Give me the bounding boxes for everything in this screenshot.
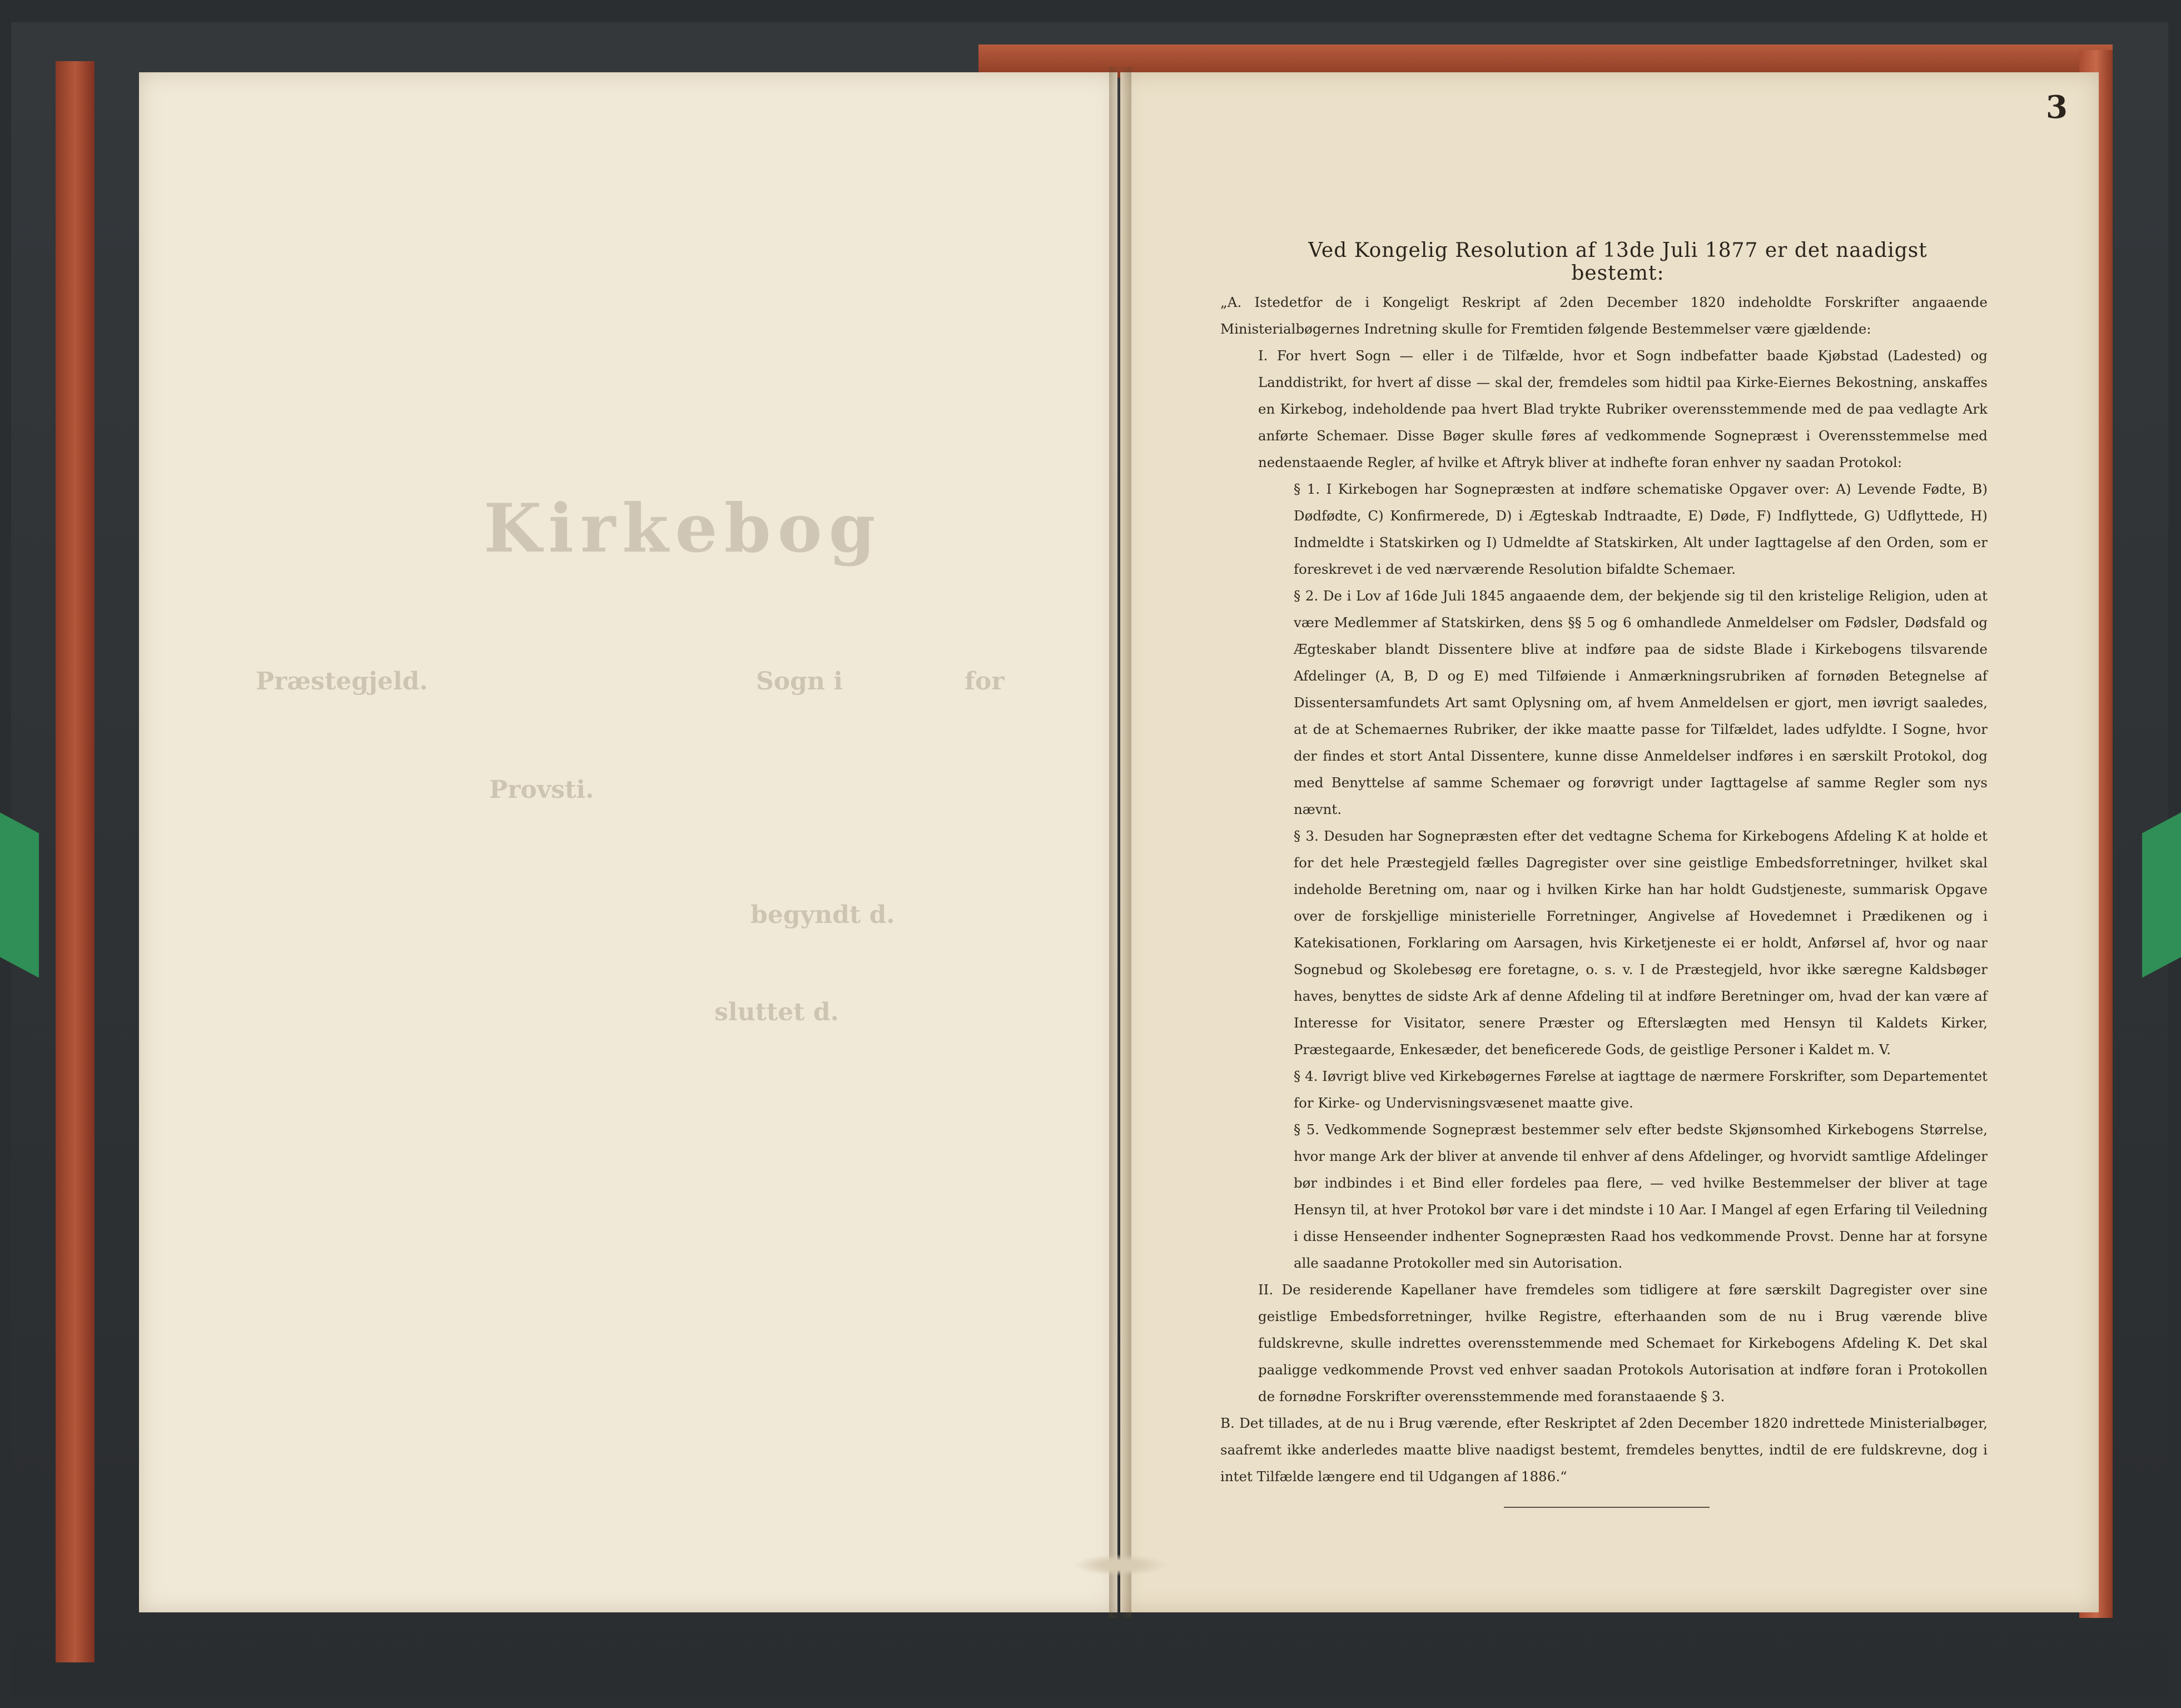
paragraph-section-1: § 1. I Kirkebogen har Sognepræsten at indføre schematiske Opgaver over: A) Levende Fødte, B) Dødfødte, C) Konfirmerede, D) i Ægteskab Indtraadte, E) Døde, F) Indflyttede, G) Udflyttede, H) Indmeldte i Statskirken og I) Udmeldte af Statskirken, Alt under Iagttagelse af den Orden, som er foreskrevet i de ved nærværende Resolution bifaldte Schemaer. bbox=[1294, 481, 1988, 577]
resolution-body bbox=[1220, 289, 1988, 1490]
paragraph-section-5: § 5. Vedkommende Sognepræst bestemmer selv efter bedste Skjønsomhed Kirkebogens Størrelse, hvor mange Ark der bliver at anvende til enhver af dens Afdelinger, og hvorvidt samtlige Afdelinger bør indbindes i et Bind eller fordeles paa flere, — ved hvilke Bestemmelser der bliver at tage Hensyn til, at hver Protokol bør vare i det mindste i 10 Aar. I Mangel af egen Erfaring til Veiledning i disse Henseender indhenter Sognepræsten Raad hos vedkommende Provst. Denne har at forsyne alle saadanne Protokoller med sin Autorisation. bbox=[1294, 1121, 1988, 1271]
paragraph-section-2: § 2. De i Lov af 16de Juli 1845 angaaende dem, der bekjende sig til den kristelige Religion, uden at være Medlemmer af Statskirken, dens §§ 5 og 6 omhandlede Anmeldelser om Fødsler, Dødsfald og Ægteskaber blandt Dissentere blive at indføre paa de sidste Blade i Kirkebogens tilsvarende Afdelinger (A, B, D og E) med Tilføiende i Anmærkningsrubriken af fornøden Betegnelse af Dissentersamfundets Art samt Oplysning om, af hvem Anmeldelsen er gjort, men iøvrigt saaledes, at de at Schemaernes Rubriker, der ikke maatte passe for Tilfældet, lades udfyldte. I Sogne, hvor der findes et stort Antal Dissentere, kunne disse Anmeldelser indføres i en særskilt Protokol, dog med Benyttelse af samme Schemaer og forøvrigt under Iagttagelse af samme Regler som nys nævnt. bbox=[1294, 588, 1988, 817]
paragraph-item-I: I. For hvert Sogn — eller i de Tilfælde, hvor et Sogn indbefatter baade Kjøbstad (Ladested) og Landdistrikt, for hvert af disse — skal der, fremdeles som hidtil paa Kirke-Eiernes Bekostning, anskaffes en Kirkebog, indeholdende paa hvert Blad trykte Rubriker overensstemmende med de paa vedlagte Ark anførte Schemaer. Disse Bøger skulle føres af vedkommende Sognepræst i Overensstemmelse med nedenstaaende Regler, af hvilke et Aftryk bliver at indhefte foran enhver ny saadan Protokol: bbox=[1258, 347, 1988, 470]
paper-smudge bbox=[1073, 1554, 1167, 1576]
page-number: 3 bbox=[2046, 89, 2068, 126]
resolution-heading: Ved Kongelig Resolution af 13de Juli 1877 er det naadigst bestemt: bbox=[1308, 239, 1927, 285]
bookmark-ribbon-right bbox=[2142, 812, 2181, 977]
title-row-begyndt: begyndt d. bbox=[751, 901, 895, 929]
title-row-sluttet: sluttet d. bbox=[714, 998, 839, 1026]
paragraph-section-4: § 4. Iøvrigt blive ved Kirkebøgernes Førelse at iagttage de nærmere Forskrifter, som Departementet for Kirke- og Undervisningsvæsenet maatte give. bbox=[1294, 1068, 1988, 1111]
paragraph-intro: „A. Istedetfor de i Kongeligt Reskript af 2den December 1820 indeholdte Forskrifter angaaende Ministerialbøgernes Indretning skulle for Fremtiden følgende Bestemmelser være gjældende: bbox=[1220, 294, 1988, 337]
title-row-sogn: Sogn i bbox=[756, 667, 843, 696]
bookmark-ribbon-left bbox=[0, 812, 39, 977]
book-title: Kirkebog bbox=[484, 489, 882, 568]
paragraph-item-II: II. De residerende Kapellaner have fremdeles som tidligere at føre særskilt Dagregister over sine geistlige Embedsforretninger, hvilke Registre, efterhaanden som de nu i Brug værende blive fuldskrevne, skulle indrettes overensstemmende med Schemaet for Kirkebogens Afdeling K. Det skal paaligge vedkommende Provst ved enhver saadan Protokols Autorisation at indføre foran i Protokollen de fornødne Forskrifter overensstemmende med foranstaaende § 3. bbox=[1258, 1282, 1988, 1404]
paragraph-item-B: B. Det tillades, at de nu i Brug værende, efter Reskriptet af 2den December 1820 indrettede Ministerialbøger, saafremt ikke anderledes maatte blive naadigst bestemt, fremdeles benyttes, indtil de ere fuldskrevne, dog i intet Tilfælde længere end til Udgangen af 1886.“ bbox=[1220, 1415, 1988, 1484]
title-row-provsti: Provsti. bbox=[489, 776, 594, 804]
title-row-for: for bbox=[965, 667, 1005, 696]
book-gutter bbox=[1109, 67, 1131, 1618]
paragraph-section-3: § 3. Desuden har Sognepræsten efter det vedtagne Schema for Kirkebogens Afdeling K at holde et for det hele Præstegjeld fælles Dagregister over sine geistlige Embedsforretninger, hvilket skal indeholde Beretning om, naar og i hvilken Kirke han har holdt Gudstjeneste, summarisk Opgave over de forskjellige ministerielle Forretninger, Angivelse af Hovedemnet i Prædikenen og i Katekisationen, Forklaring om Aarsagen, hvis Kirketjeneste ei er holdt, Anførsel af, hvor og naar Sognebud og Skolebesøg ere foretagne, o. s. v. I de Præstegjeld, hvor ikke særegne Kaldsbøger haves, benyttes de sidste Ark af denne Afdeling til at indføre Beretninger om, hvad der kan være af Interesse for Visitator, senere Præster og Efterslægten med Hensyn til Kaldets Kirker, Præstegaarde, Enkesæder, det beneficerede Gods, de geistlige Personer i Kaldet m. V. bbox=[1294, 828, 1988, 1057]
title-row-prestegjeld: Præstegjeld. bbox=[256, 667, 428, 696]
closing-rule bbox=[1504, 1507, 1710, 1508]
left-page bbox=[139, 72, 1117, 1612]
cover-left-edge bbox=[56, 61, 95, 1662]
